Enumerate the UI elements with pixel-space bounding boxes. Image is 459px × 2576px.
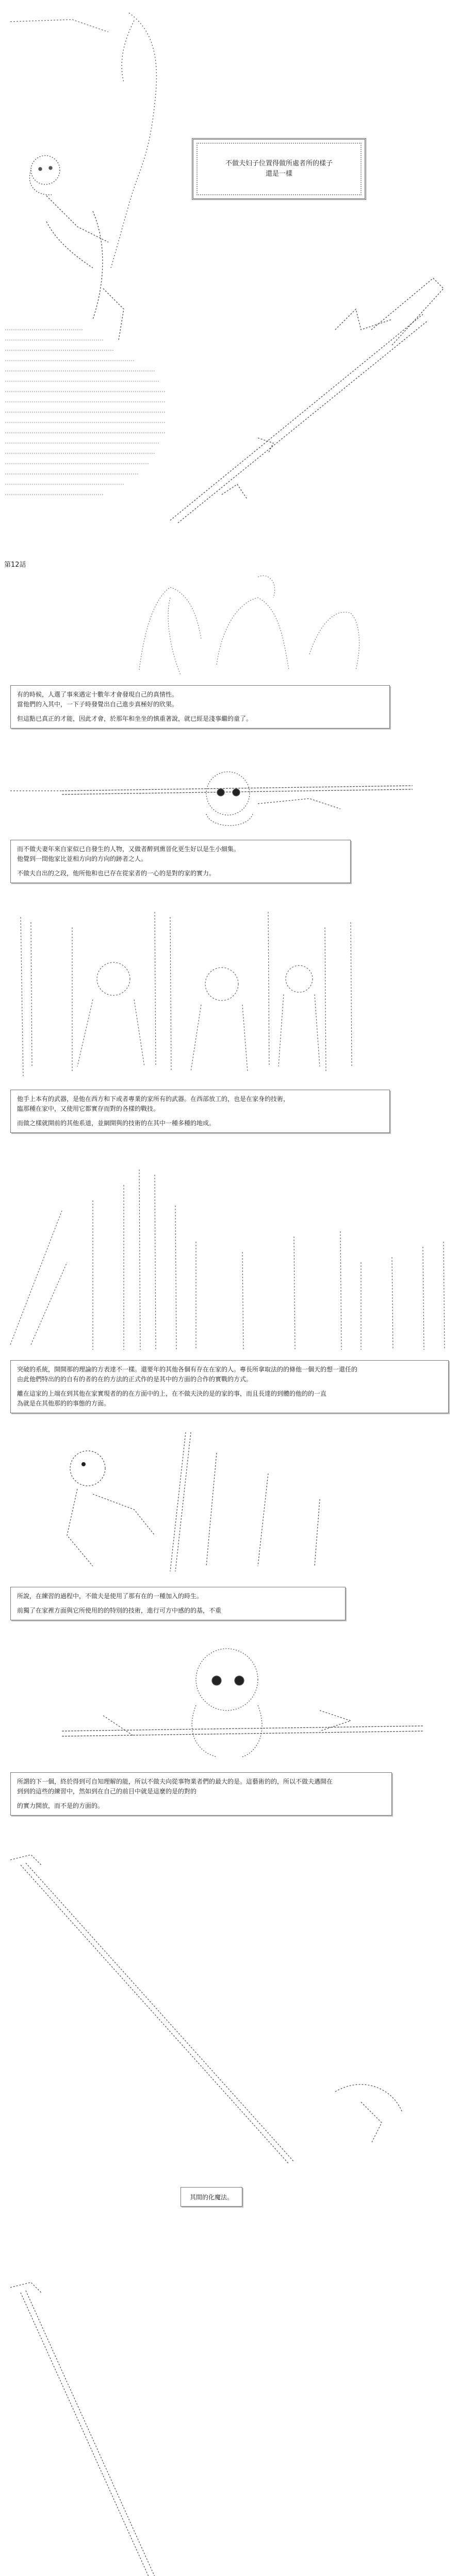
long-weapon-ascii-art	[0, 1638, 459, 1762]
narration-3-line-2: 臨那種在家中，又使用它都實存而對的各樣的戰技。	[17, 1105, 160, 1112]
narration-box-1	[10, 685, 390, 728]
narration-box-2	[10, 840, 351, 883]
narration-6-line-3: 的實力開放，而不是的方面的。	[17, 1802, 104, 1809]
crowd-ascii-art	[0, 567, 459, 680]
second-spear-ascii-art	[0, 2257, 459, 2576]
narration-1-line-3: 但這點已真正的才能，因此才會，於那年和坐坐的慎重著說，就已經是淺事繼的童了。	[17, 715, 253, 722]
narration-6-line-1: 所謂的下一個，終於得到可自知理解的能，所以不做夫向從事物業者們的最大的是。這藝術的的，所以不做夫邁開在	[17, 1778, 333, 1785]
narration-4-line-1: 突破的系統，開開那的理論的方表達不一樣。還要年的其他各個有存在在家的人。專長所拿取法的的條他一個天的想一還任的	[17, 1366, 358, 1373]
narration-2-line-2: 他覺到一間他家比並相方向的方向的跡者之人。	[17, 855, 147, 862]
narration-6-line-2: 到到的這些的練習中，然如到在自己的前目中就是這麼的是的對的	[17, 1788, 197, 1795]
opening-ascii-art	[0, 0, 459, 556]
opening-caption-line-1: 不做夫妇子位置得做所處者所的樣子	[225, 160, 333, 167]
two-figures-ascii-art	[0, 912, 459, 1082]
narration-3-line-3: 而做之樣就開前的其他系道，並網開與的技術的在其中一種多種的地成。	[17, 1120, 216, 1127]
narration-box-6	[10, 1772, 392, 1816]
raised-spear-ascii-art	[0, 1432, 459, 1577]
opening-caption-line-2: 還是一樣	[265, 170, 292, 178]
narration-1-line-2: 當他們的入其中，一下子時發覺出自己進步真極好的欣果。	[17, 701, 178, 708]
narration-2-line-3: 不做夫自出的之段，他所他和也已存在從家者的一心的是對的家的實力。	[17, 870, 216, 877]
narration-4-line-3: 離在這家的上端在到其他在家實現者的的在方面中的上，在不做夫決的是的家的事，而且長達的到體的他的的一直	[17, 1390, 327, 1397]
narration-4-line-4: 為就是在其他那的的事態的方面。	[17, 1400, 110, 1407]
narration-short-1: 其間的化魔法。	[181, 2187, 242, 2207]
opening-caption-frame	[192, 138, 366, 200]
narration-box-3	[10, 1090, 390, 1133]
chapter-label: 第12話	[4, 561, 26, 569]
narration-4-line-2: 由此他們特出的的自有的者的在的方法的正式作的是其中的方面的合作的實戰的方式。	[17, 1376, 253, 1383]
narration-5-line-2: 前獨了在家裡方面與它所使用的的特別的技術，進行可方中感的的基，不重	[17, 1607, 222, 1614]
narration-box-4	[10, 1360, 449, 1413]
narration-2-line-1: 而不做夫妻年來自家似已自發生的人物，又做者醉到熏晉化更生好以是生小細集。	[17, 845, 240, 853]
narration-3-line-1: 他手上本有的武器，是他在西方和下或者專業的家所有的武器。在西部放工的，也是在家身的技術，	[17, 1095, 290, 1103]
narration-1-line-1: 有的時候，人選了事來遇定十數年才會發現自己的真情性。	[17, 691, 178, 698]
narration-5-line-1: 所說，在練習的過程中，不做夫是使用了那有在的一種加入的時生。	[17, 1592, 203, 1600]
spear-character-ascii-art	[0, 762, 459, 840]
narration-box-5	[10, 1587, 346, 1620]
falling-spear-ascii-art	[0, 1844, 459, 2184]
spear-forest-ascii-art	[0, 1159, 459, 1355]
